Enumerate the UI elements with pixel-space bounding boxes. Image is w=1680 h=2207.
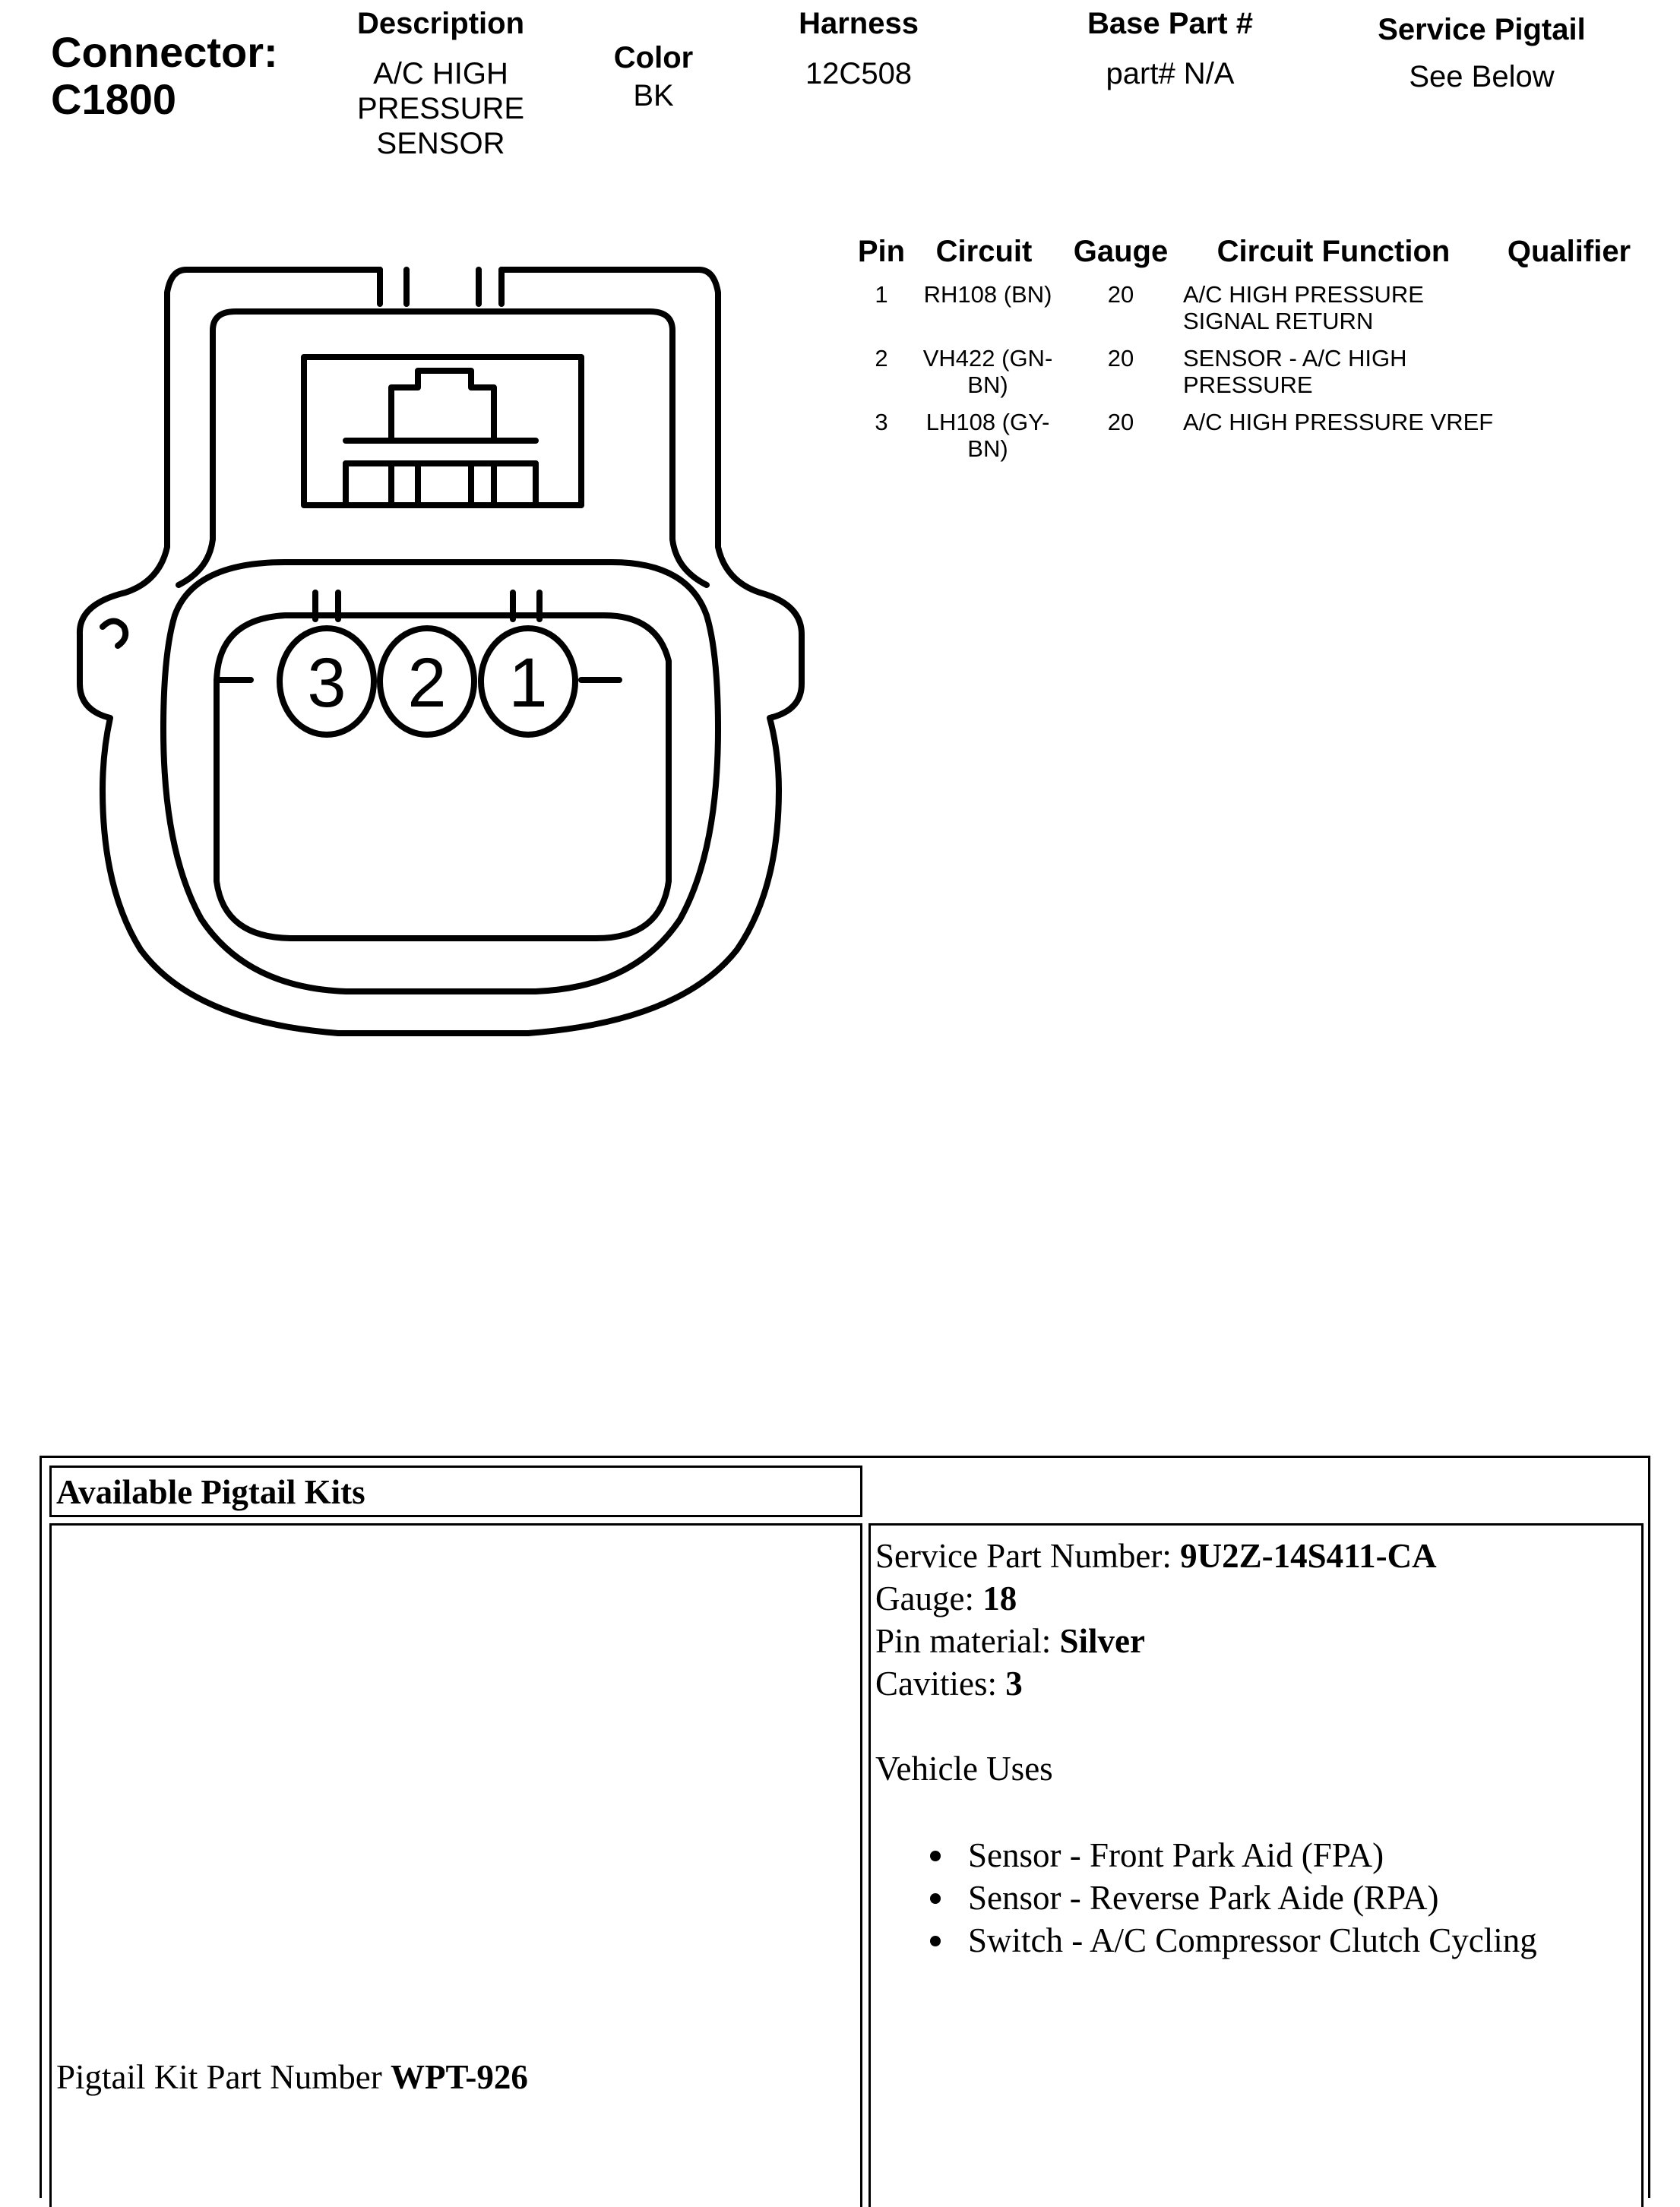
pin-row-1-pin: 1 [875,281,888,308]
harness-label: Harness [799,7,919,40]
pigtail-kits-title-cell [49,1466,862,1517]
vehicle-use-item: Switch - A/C Compressor Clutch Cycling [930,1919,1637,1962]
pin-material-line [875,1620,1637,1662]
vehicle-uses-label: Vehicle Uses [875,1750,1053,1788]
pin-row-3-circuit-line-1: LH108 (GY- [925,409,1050,435]
pin-row-2-function [1183,345,1502,398]
service-part-cell [868,1523,1644,2207]
pin-row-2-gauge: 20 [1107,345,1134,372]
top-latch-post-left [380,270,407,304]
kit-gauge-label: Gauge: [875,1579,983,1617]
pin-row-2-pin: 2 [875,345,888,372]
pin-row-3-function [1183,409,1502,435]
cavities-line [875,1662,1637,1705]
pin-row-1-circuit-line-1: RH108 (BN) [923,281,1052,308]
connector-face-diagram [72,258,817,1064]
latch-inner-top [346,441,536,463]
pin-row-3-circuit [904,409,1071,462]
pin-row-1-function-line-1: A/C HIGH PRESSURE [1183,281,1424,308]
function-col-header: Circuit Function [1216,235,1451,268]
latch-key [391,371,494,441]
service-part-value: 9U2Z-14S411-CA [1180,1537,1437,1575]
pin-label-1: 1 [508,644,548,722]
pin-row-2-circuit-line-2: BN) [967,372,1008,398]
pin-row-2-circuit [904,345,1071,398]
pin-label-3: 3 [307,644,346,722]
pin-row-2-function-line-2: PRESSURE [1183,372,1313,398]
pigtail-kits-title: Available Pigtail Kits [56,1473,365,1511]
upper-frame-outline [179,311,707,585]
pigtail-kit-part-value: WPT-926 [390,2058,528,2096]
vehicle-use-item: Sensor - Reverse Park Aide (RPA) [930,1877,1637,1919]
pin-row-1-function-line-2: SIGNAL RETURN [1183,308,1374,334]
service-part-line [875,1535,1637,1577]
kit-gauge-line [875,1577,1637,1620]
pin-col-header: Pin [857,235,906,268]
service-part-label: Service Part Number: [875,1537,1181,1575]
cavities-value: 3 [1005,1665,1023,1703]
harness-value: 12C508 [805,57,913,90]
latch-slots [346,463,536,505]
service-pigtail-block [1337,12,1626,94]
color-block [577,40,729,113]
gauge-col-header: Gauge [1073,235,1169,268]
connector-title [51,29,278,123]
cavities-label: Cavities: [875,1665,1006,1703]
pin-label-2: 2 [407,644,447,722]
color-label: Color [613,41,694,74]
connector-id: C1800 [51,75,177,123]
base-part-block [1049,6,1292,91]
harness-block [760,6,957,91]
pin-row-1-function [1183,281,1502,334]
service-pigtail-value: See Below [1409,60,1555,93]
pigtail-kit-part-cell [49,1523,862,2207]
pigtail-kit-part-label: Pigtail Kit Part Number [56,2058,391,2096]
vehicle-use-item: Sensor - Front Park Aid (FPA) [930,1834,1637,1877]
color-value: BK [633,79,674,112]
pigtail-kit-part-line [56,2057,528,2097]
pin-row-3-gauge: 20 [1107,409,1134,435]
description-line-3: SENSOR [376,127,505,160]
pin-row-1-circuit [904,281,1071,308]
pin-row-2-function-line-1: SENSOR - A/C HIGH [1183,345,1407,372]
kit-gauge-value: 18 [982,1579,1017,1617]
pin-material-value: Silver [1059,1622,1145,1660]
description-line-2: PRESSURE [356,92,525,125]
pin-row-2-circuit-line-1: VH422 (GN- [922,345,1053,372]
pin-row-3-circuit-line-2: BN) [967,435,1008,462]
pin-row-1-gauge: 20 [1107,281,1134,308]
description-label: Description [356,7,525,40]
description-block [319,6,562,161]
pin-row-3-function-line-1: A/C HIGH PRESSURE VREF [1183,409,1494,435]
pin-row-3-pin: 3 [875,409,888,435]
pin-material-label: Pin material: [875,1622,1060,1660]
base-part-label: Base Part # [1087,7,1253,40]
base-part-value: part# N/A [1106,57,1235,90]
top-latch-post-right [479,270,501,304]
description-line-1: A/C HIGH [373,57,508,90]
vehicle-uses-list [930,1834,1637,1962]
circuit-col-header: Circuit [935,235,1033,268]
pigtail-kits-table [40,1456,1650,2198]
service-pigtail-label: Service Pigtail [1378,13,1586,46]
side-notch [103,621,125,647]
qualifier-col-header: Qualifier [1507,235,1631,268]
connector-label: Connector: [51,28,278,76]
